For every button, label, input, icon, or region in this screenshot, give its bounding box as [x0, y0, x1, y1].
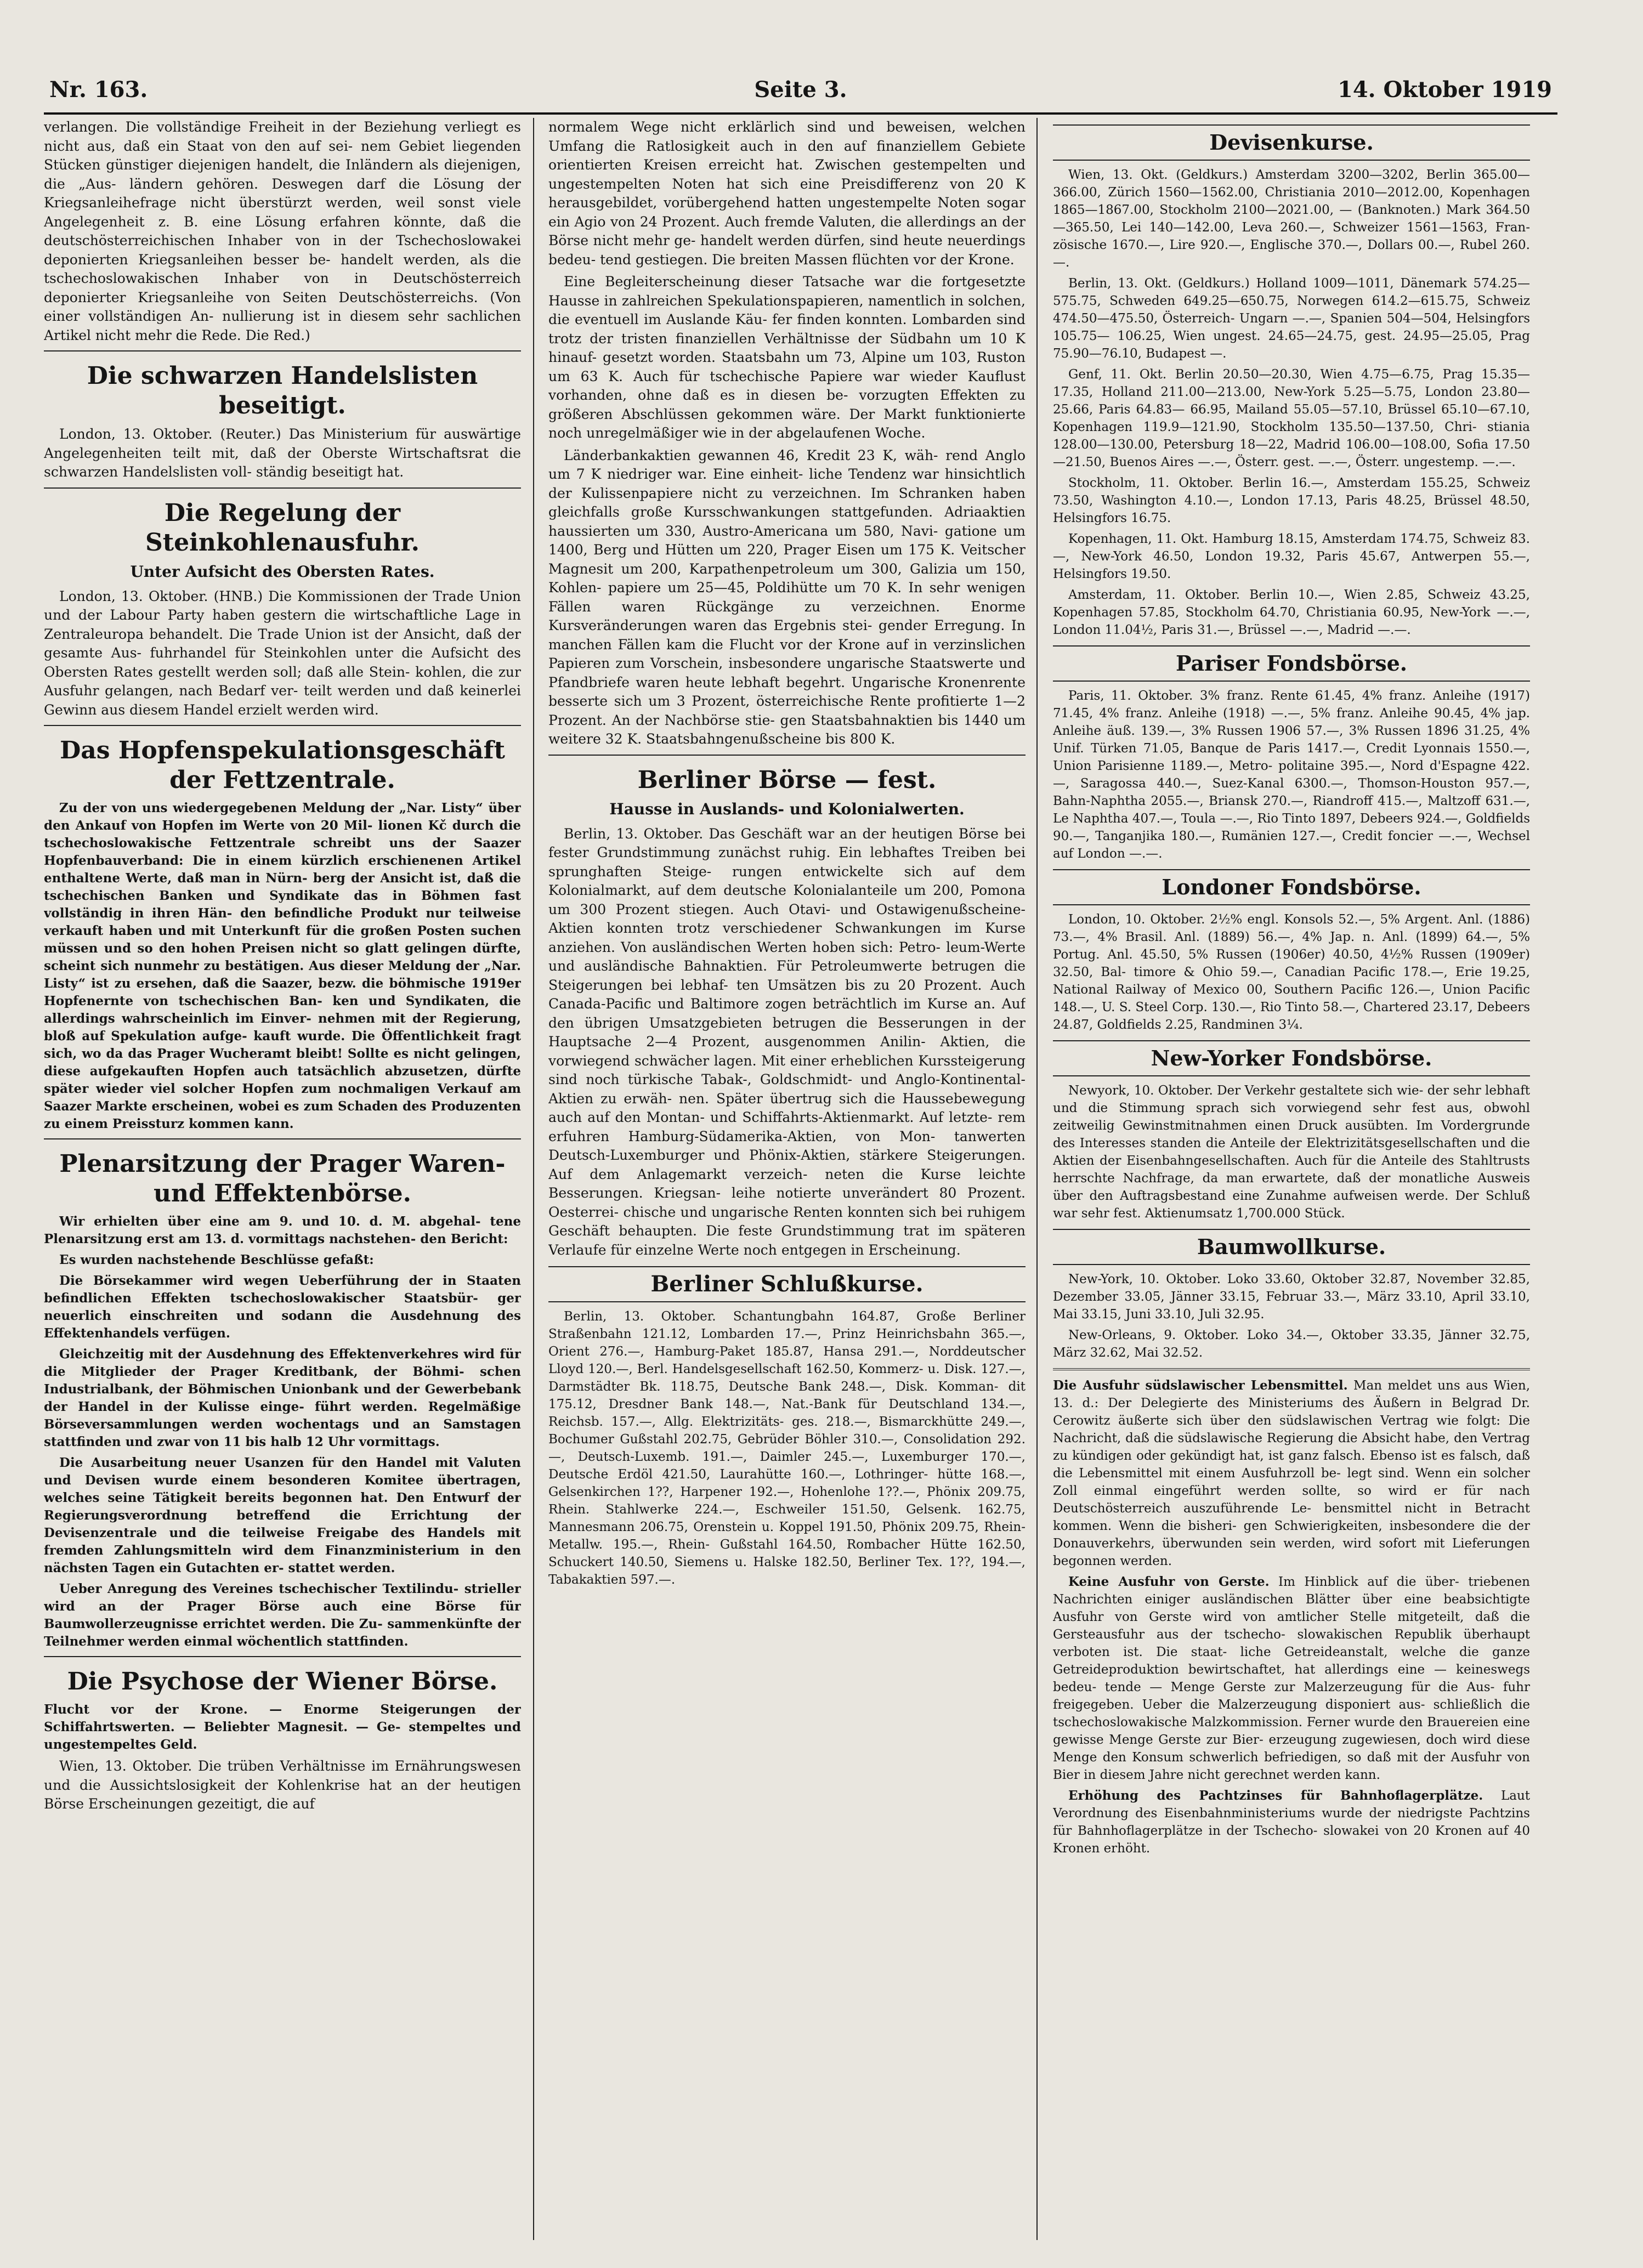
article-text: Wien, 13. Oktober. Die trüben Verhältnisse im Ernährungswesen und die Aussichtslosigkeit der Kohlenkrise hat an der heutigen Börse Erscheinungen gezeitigt, die auf [44, 1758, 521, 1812]
quotes-text: Paris, 11. Oktober. 3% franz. Rente 61.45, 4% franz. Anleihe (1917) 71.45, 4% franz. Anleihe (1918) —.—, 5% franz. Anleihe 90.45, 4% jap. Anleihe äuß. 139.—, 3% Russen 1906 57.—, 3% Russen 1896 31.25, 4% Unif. Türken 71.05, Banque de Paris 1417.—, Credit Lyonnais 1550.—, Union Parisienne 1189.—, Metro- politaine 395.—, Nord d'Espagne 422.—, Saragossa 440.—, Suez-Kanal 6300.—, Thomson-Houston 957.—, Bahn-Naphtha 2055.—, Briansk 270.—, Riandroff 415.—, Maltzoff 631.—, Le Naphtha 407.—, Toula —.—, Rio Tinto 1897, Debeers 924.—, Goldfields 90.—, Tanganjika 180.—, Rumänien 127.—, Credit foncier —.—, Wechsel auf London —.—. [1053, 689, 1530, 861]
news-item-text: Laut Verordnung des Eisenbahnministeriums wurde der niedrigste Pachtzins für Bahnhoflagerplätze in der Tschecho- slowakei von 20 Kronen auf 40 Kronen erhöht. [1053, 1789, 1530, 1856]
headline-handelslisten: Die schwarzen Handelslisten beseitigt. [87, 362, 478, 419]
quotes-text: Berlin, 13. Oktober. Schantungbahn 164.87, Große Berliner Straßenbahn 121.12, Lombarden 17.—, Prinz Heinrichsbahn 365.—, Orient 276.—, Hamburg-Paket 185.87, Hansa 291.—, Norddeutscher Lloyd 120.—, Berl. Handelsgesellschaft 162.50, Kommerz- u. Disk. 127.—, Darmstädter Bk. 118.75, Deutsche Bank 248.—, Disk. Komman- dit 175.12, Dresdner Bank 148.—, Nat.-Bank für Deutschland 134.—, Reichsb. 157.—, Allg. Elektrizitäts- ges. 218.—, Bismarckhütte 249.—, Bochumer Gußstahl 202.75, Gebrüder Böhler 310.—, Consolidation 292.—, Deutsch-Luxemb. 191.—, Daimler 245.—, Luxemburger 170.—, Deutsche Erdöl 421.50, Laurahütte 160.—, Lothringer- hütte 168.—, Gelsenkirchen 1??, Harpener 192.—, Hohenlohe 1??.—, Phönix 209.75, Rhein. Stahlwerke 224.—, Eschweiler 151.50, Gelsenk. 162.75, Mannesmann 206.75, Orenstein u. Koppel 191.50, Phönix 209.75, Rhein-Metallw. 195.—, Rhein- Gußstahl 164.50, Rombacher Hütte 162.50, Schuckert 140.50, Siemens u. Halske 182.50, Berliner Tex. 1??, 194.—, Tabakaktien 597.—. [548, 1309, 1026, 1587]
news-item-title: Die Ausfuhr südslawischer Lebensmittel. [1053, 1378, 1348, 1393]
news-item-title: Keine Ausfuhr von Gerste. [1068, 1574, 1270, 1589]
article-text: London, 13. Oktober. (HNB.) Die Kommissionen der Trade Union und der Labour Party haben gestern die wirtschaftliche Lage in Zentraleuropa behandelt. Die Trade Union ist der Ansicht, daß der gesamte Aus- fuhrhandel für Steinkohlen unter die Aufsicht des Obersten Rates gestellt werden soll; daß alle Stein- kohlen, die zur Ausfuhr gelangen, nach Bedarf ver- teilt werden und daß keinerlei Gewinn aus diesem Handel erzielt werden wird. [44, 588, 521, 718]
section-devisenkurse: Devisenkurse. [1053, 124, 1530, 161]
article-text: Zu der von uns wiedergegebenen Meldung der „Nar. Listy“ über den Ankauf von Hopfen im Werte von 20 Mil- lionen Kč durch die tschechoslowakische Fettzentrale schreibt uns der Saazer Hopfenbauverband: Die in einem kürzlich erschienenen Artikel enthaltene Werte, daß man in Nürn- berg der Ansicht ist, daß die tschechischen Banken und Syndikate das in Böhmen fast vollständig in ihren Hän- den befindliche Produkt nur teilweise verkauft haben und mit Unterkunft für die großen Posten suchen müssen und so den hohen Preisen nicht so glatt gelingen dürfte, scheint sich nunmehr zu bestätigen. Aus dieser Meldung der „Nar. Listy“ ist zu ersehen, daß die Saazer, bezw. die böhmische 1919er Hopfenernte von tschechischen Ban- ken und Syndikaten, die allerdings wahrscheinlich im Einver- nehmen mit der Regierung, bloß auf Spekulation aufge- kauft wurde. Die Öffentlichkeit fragt sich, wo da das Prager Wucheramt bleibt! Sollte es nicht gelingen, diese aufgekauften Hopfen auch tatsächlich abzusetzen, dürfte später wieder viel solcher Hopfen zum nochmaligen Verkauf am Saazer Markte erscheinen, wobei es zum Schaden des Produzenten zu einem Preissturz kommen kann. [44, 801, 521, 1131]
news-item-text: Im Hinblick auf die über- triebenen Nachrichten einiger ausländischen Blätter über eine beabsichtigte Ausfuhr von Gerste wird von amtlicher Stelle mitgeteilt, daß die Gersteausfuhr aus der tschecho- slowakischen Republik überhaupt verboten ist. Die staat- liche Getreideanstalt, welche die ganze Getreideproduktion bewirtschaftet, hat allerdings eine — keineswegs bedeu- tende — Menge Gerste zur Malzerzeugung für die Aus- fuhr freigegeben. Ueber die Malzerzeugung disponiert aus- schließlich die tschechoslowakische Malzkommission. Ferner wurde den Brauereien eine gewisse Menge Gerste zur Bier- erzeugung zugewiesen, doch wird diese Menge den Konsum schwerlich befriedigen, so daß mit der Ausfuhr von Bier in diesem Jahre nicht gerechnet werden kann. [1053, 1575, 1530, 1782]
header-rule [44, 112, 1557, 115]
article-text: Berlin, 13. Oktober. Das Geschäft war an der heutigen Börse bei fester Grundstimmung zunächst ruhig. Ein lebhaftes Treiben bei sprunghaften Steige- rungen entwickelte sich auf dem Kolonialmarkt, auf dem deutsche Kolonialanteile um 200, Pomona um 300 Prozent stiegen. Auch Otavi- und Ostawigenußscheine-Aktien konnten trotz verschiedener Schwankungen im Kurse anziehen. Von ausländischen Werten hoben sich: Petro- leum-Werte und ausländische Bahnaktien. Für Petroleumwerte betrugen die Steigerungen bei lebhaf- ten Umsätzen bis zu 20 Prozent. Auch Canada-Pacific und Baltimore zogen beträchtlich im Kurse an. Auf den übrigen Umsatzgebieten betrugen die Besserungen in der Hauptsache 2—4 Prozent, ausgenommen Anilin- Aktien, die vorwiegend schwächer lagen. Mit einer erheblichen Kurssteigerung sind noch türkische Tabak-, Goldschmidt- und Anglo-Kontinental-Aktien zu erwäh- nen. Später übertrug sich die Haussebewegung auch auf den Montan- und Schiffahrts-Aktienmarkt. Auf letzte- rem erfuhren Hamburg-Südamerika-Aktien, von Mon- tanwerten Deutsch-Luxemburger und Phönix-Aktien, stärkere Steigerungen. Auf dem Anlagemarkt verzeich- neten die Kurse leichte Besserungen. Kriegsan- leihe notierte unverändert 80 Prozent. Oesterrei- chische und ungarische Renten konnten sich bei ruhigem Geschäft behaupten. Die feste Grundstimmung trat im späteren Verlaufe für einzelne Werte noch entgegen in Erscheinung. [548, 825, 1026, 1258]
quotes-text: New-York, 10. Oktober. Loko 33.60, Oktober 32.87, November 32.85, Dezember 33.05, Jänner 33.15, Februar 33.—, März 33.10, April 33.10, Mai 33.15, Juni 33.10, Juli 32.95. [1053, 1272, 1530, 1322]
news-item-pachtzins [1053, 1787, 1530, 1857]
column-rule-1 [533, 118, 534, 2240]
news-item-gerste [1053, 1573, 1530, 1784]
article-text: Die Börsekammer wird wegen Ueberführung der in Staaten befindlichen Effekten tschechoslowakischer Staatsbür- ger neuerlich einschreiten und sodann die Ausdehnung des Effektenhandels verfügen. [44, 1273, 521, 1341]
quotes-text: Wien, 13. Okt. (Geldkurs.) Amsterdam 3200—3202, Berlin 365.00—366.00, Zürich 1560—1562.00, Christiania 2010—2012.00, Kopenhagen 1865—1867.00, Stockholm 2100—2021.00, — (Banknoten.) Mark 364.50—365.50, Lei 140—142.00, Leva 260.—, Schweizer 1561—1563, Fran- zösische 1670.—, Lire 920.—, Englische 370.—, Dollars 00.—, Rubel 260.—. [1053, 168, 1530, 270]
quotes-text: Newyork, 10. Oktober. Der Verkehr gestaltete sich wie- der sehr lebhaft und die Stimmung sprach sich vorwiegend sehr fest aus, obwohl zeitweilig Gewinstmitnahmen einen Druck ausübten. Im Vordergrunde des Interesses standen die Anteile der Elektrizitätsgesellschaften und die Aktien der Eisenbahngesellschaften. Auch für die Anteile des Stahltrusts herrschte Nachfrage, da man erwartete, daß der monatliche Ausweis über den Auftragsbestand eine Zunahme aufweisen werde. Der Schluß war sehr fest. Aktienumsatz 1,700.000 Stück. [1053, 1084, 1530, 1221]
headline-berliner-boerse: Berliner Börse — fest. [637, 766, 937, 794]
section-pariser-fondsboerse: Pariser Fondsbörse. [1053, 645, 1530, 682]
subheadline: Unter Aufsicht des Obersten Rates. [130, 562, 435, 581]
column-rule-2 [1036, 118, 1038, 2240]
quotes-text: Genf, 11. Okt. Berlin 20.50—20.30, Wien 4.75—6.75, Prag 15.35—17.35, Holland 211.00—213.00, New-York 5.25—5.75, London 23.80—25.66, Paris 64.83— 66.95, Mailand 55.05—57.10, Brüssel 65.10—67.10, Kopenhagen 119.9—121.90, Stockholm 135.50—137.50, Chri- stiania 128.00—130.00, Petersburg 18—22, Madrid 106.00—108.00, Sofia 17.50—21.50, Buenos Aires —.—, Österr. gest. —.—, Österr. ungestemp. —.—. [1053, 367, 1530, 469]
column-1 [44, 118, 521, 2240]
news-item-text: Man meldet uns aus Wien, 13. d.: Der Delegierte des Ministeriums des Äußern in Belgrad Dr. Cerowitz äußerte sich über den südslawischen Vertrag wie folgt: Die Nachricht, daß die südslawische Regierung die Absicht habe, den Vertrag zu kündigen oder gekündigt hat, ist ganz falsch. Ebenso ist es falsch, daß die Lebensmittel mit einem Ausfuhrzoll be- legt sind. Wenn ein solcher Zoll einmal eingeführt werden sollte, so wird er für nach Deutschösterreich auszuführende Le- bensmittel nicht in Betracht kommen. Wenn die bisheri- gen Schwierigkeiten, insbesondere die der Donauverkehrs, überwunden sein werden, wird sofort mit Lieferungen begonnen werden. [1053, 1379, 1530, 1568]
quotes-text: Berlin, 13. Okt. (Geldkurs.) Holland 1009—1011, Dänemark 574.25—575.75, Schweden 649.25—650.75, Norwegen 614.2—615.75, Schweiz 474.50—475.50, Österreich- Ungarn —.—, Spanien 504—504, Helsingfors 105.75— 106.25, Wien ungest. 24.65—24.75, gest. 24.95—25.05, Prag 75.90—76.10, Budapest —. [1053, 276, 1530, 361]
quotes-text: Amsterdam, 11. Oktober. Berlin 10.—, Wien 2.85, Schweiz 43.25, Kopenhagen 57.85, Stockholm 64.70, Christiania 60.95, New-York —.—, London 11.04½, Paris 31.—, Brüssel —.—, Madrid —.—. [1053, 588, 1530, 637]
divider [44, 350, 521, 351]
page-header [49, 77, 1552, 115]
article-text: London, 13. Oktober. (Reuter.) Das Ministerium für auswärtige Angelegenheiten teilt mit, daß der Oberste Wirtschaftsrat die schwarzen Handelslisten voll- ständig beseitigt hat. [44, 426, 521, 480]
article-text: Wir erhielten über eine am 9. und 10. d. M. abgehal- tene Plenarsitzung erst am 13. d. vormittags nachstehen- den Bericht: [44, 1214, 521, 1246]
divider [44, 725, 521, 726]
quotes-text: Kopenhagen, 11. Okt. Hamburg 18.15, Amsterdam 174.75, Schweiz 83.—, New-York 46.50, London 19.32, Paris 45.67, Antwerpen 55.—, Helsingfors 19.50. [1053, 532, 1530, 581]
article-text: Es wurden nachstehende Beschlüsse gefaßt: [59, 1252, 374, 1267]
subheadline: Hausse in Auslands- und Kolonialwerten. [609, 800, 965, 818]
divider [548, 755, 1026, 756]
section-baumwollkurse: Baumwollkurse. [1053, 1229, 1530, 1265]
quotes-text: Stockholm, 11. Oktober. Berlin 16.—, Amsterdam 155.25, Schweiz 73.50, Washington 4.10.—, London 17.13, Paris 48.25, Brüssel 48.50, Helsingfors 16.75. [1053, 476, 1530, 525]
divider [44, 487, 521, 489]
article-text: Gleichzeitig mit der Ausdehnung des Effektenverkehres wird für die Mitglieder der Prager Kreditbank, der Böhmi- schen Industrialbank, der Böhmischen Unionbank und der Gewerbebank der Handel in der Kulisse einge- führt werden. Regelmäßige Börseversammlungen werden wochentags und an Samstagen stattfinden und zwar von 11 bis halb 12 Uhr vormittags. [44, 1347, 521, 1449]
article-text: Ueber Anregung des Vereines tschechischer Textilindu- strieller wird an der Prager Börse auch eine Börse für Baumwollerzeugnisse errichtet werden. Die Zu- sammenkünfte der Teilnehmer werden einmal wöchentlich stattfinden. [44, 1581, 521, 1649]
article-text: Länderbankaktien gewannen 46, Kredit 23 K, wäh- rend Anglo um 7 K niedriger war. Eine einheit- liche Tendenz war hinsichtlich der Kulissenpapiere nicht zu verzeichnen. Im Schranken haben gleichfalls große Kursschwankungen stattgefunden. Adriaaktien haussierten um 330, Austro-Americana um 580, Navi- gatione um 1400, Berg und Hütten um 220, Prager Eisen um 175 K. Veitscher Magnesit um 200, Karpathenpetroleum um 300, Galizia um 150, Kohlen- papiere um 25—45, Poldihütte um 70 K. In sehr wenigen Fällen waren Rückgänge zu verzeichnen. Enorme Kursveränderungen waren das Ergebnis stei- gender Erregung. In manchen Fällen kam die Flucht vor der Krone auf in verzinslichen Papieren zum Vorschein, insbesondere ungarische Staatswerte und Pfandbriefe waren heute lebhaft begehrt. Ungarische Kronenrente besserte sich um 3 Prozent, österreichische Rente profitierte 1—2 Prozent. An der Nachbörse stie- gen Staatsbahnaktien bis 1440 um weitere 32 K. Staatsbahngenußscheine bis 800 K. [548, 447, 1026, 747]
news-item-lebensmittel [1053, 1377, 1530, 1570]
quotes-text: London, 10. Oktober. 2½% engl. Konsols 52.—, 5% Argent. Anl. (1886) 73.—, 4% Brasil. Anl. (1889) 56.—, 4% Jap. n. Anl. (1899) 64.—, 5% Portug. Anl. 45.50, 5% Russen (1906er) 40.50, 4½% Russen (1909er) 32.50, Bal- timore & Ohio 59.—, Canadian Pacific 178.—, Erie 19.25, National Railway of Mexico 00, Southern Pacific 126.—, Union Pacific 148.—, U. S. Steel Corp. 130.—, Rio Tinto 58.—, Chartered 23.17, Debeers 24.87, Goldfields 2.25, Randminen 3¼. [1053, 912, 1530, 1032]
section-londoner-fondsboerse: Londoner Fondsbörse. [1053, 869, 1530, 905]
column-3 [1053, 118, 1530, 2240]
section-newyorker-fondsboerse: New-Yorker Fondsbörse. [1053, 1040, 1530, 1076]
article-text: Die Ausarbeitung neuer Usanzen für den Handel mit Valuten und Devisen wurde einem besonderen Komitee übertragen, welches seine Tätigkeit bereits begonnen hat. Den Entwurf der Regierungsverordnung betreffend die Errichtung der Devisenzentrale und die teilweise Freigabe des Handels mit fremden Zahlungsmitteln wird dem Finanzministerium in den nächsten Tagen ein Gutachten er- stattet werden. [44, 1455, 521, 1575]
article-continuation: verlangen. Die vollständige Freiheit in der Beziehung verliegt es nicht aus, daß ein Staat von den auf sei- nem Gebiet liegenden Stücken günstiger diejenigen handelt, die Inländern als diejenigen, die „Aus- ländern gehören. Deswegen darf die Lösung der Kriegsanleihefrage nicht überstürzt werden, weil sonst viele Angelegenheit z. B. eine Lösung erfahren könnte, daß die deutschösterreichischen Inhaber von in der Tschechoslowakei deponierten Kriegsanleihen besser be- handelt werden, als die tschechoslowakischen Inhaber von in Deutschösterreich deponierter Kriegsanleihe von Seiten Deutschösterreichs. (Von einer vollständigen An- nullierung ist in diesem sehr sachlichen Artikel nicht mehr die Rede. Die Red.) [44, 119, 521, 343]
quotes-text: New-Orleans, 9. Oktober. Loko 34.—, Oktober 33.35, Jänner 32.75, März 32.62, Mai 32.52. [1053, 1328, 1530, 1360]
section-berliner-schlusskurse: Berliner Schlußkurse. [548, 1266, 1026, 1302]
headline-psychose: Die Psychose der Wiener Börse. [67, 1668, 498, 1696]
page-number: Seite 3. [754, 77, 847, 103]
divider [44, 1138, 521, 1139]
issue-number: Nr. 163. [49, 77, 148, 103]
subheadline: Flucht vor der Krone. — Enorme Steigerungen der Schiffahrtswerten. — Beliebter Magnesit. — Ge- stempeltes und ungestempeltes Geld. [44, 1702, 521, 1752]
divider [1053, 1368, 1530, 1370]
headline-steinkohlen: Die Regelung der Steinkohlenausfuhr. [145, 498, 420, 557]
news-item-title: Erhöhung des Pachtzinses für Bahnhoflagerplätze. [1068, 1788, 1483, 1803]
article-text: Eine Begleiterscheinung dieser Tatsache war die fortgesetzte Hausse in zahlreichen Spekulationspapieren, namentlich in solchen, die eventuell im Auslande Käu- fer finden konnten. Lombarden sind trotz der tristen finanziellen Verhältnisse der Südbahn um 10 K hinauf- gesetzt worden. Staatsbahn um 73, Alpine um 103, Ruston um 63 K. Auch für tschechische Papiere war wieder Kauflust vorhanden, ohne daß es in diesen be- vorzugten Effekten zu größeren Abschlüssen gekommen wäre. Der Markt funktionierte noch unregelmäßiger wie in der abgelaufenen Woche. [548, 274, 1026, 441]
headline-plenarsitzung: Plenarsitzung der Prager Waren- und Effektenbörse. [59, 1150, 506, 1207]
issue-date: 14. Oktober 1919 [1338, 77, 1552, 103]
divider [44, 1656, 521, 1657]
column-2 [548, 118, 1026, 2240]
article-continuation: normalem Wege nicht erklärlich sind und beweisen, welchen Umfang die Ratlosigkeit auch in den auf finanziellem Gebiete orientierten Kreisen erreicht hat. Zwischen gestempelten und ungestempelten Noten hat sich eine Preisdifferenz von 20 K herausgebildet, vorübergehend hatten ungestempelte Noten sogar ein Agio von 24 Prozent. Auch fremde Valuten, die allerdings an der Börse nicht mehr ge- handelt werden dürfen, sind heute neuerdings bedeu- tend gestiegen. Die breiten Massen flüchten vor der Krone. [548, 119, 1026, 268]
headline-hopfen: Das Hopfenspekulationsgeschäft der Fettzentrale. [60, 736, 505, 794]
